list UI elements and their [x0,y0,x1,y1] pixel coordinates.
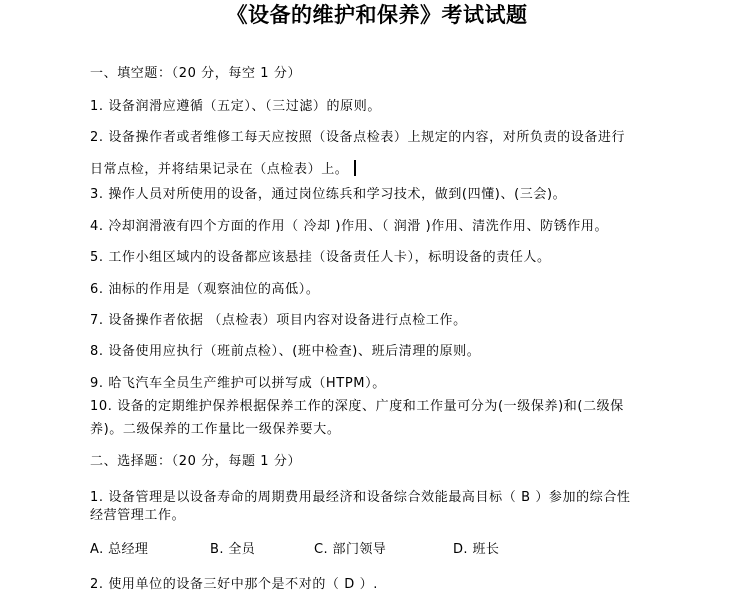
choice-option-b: B. 全员 [210,542,256,557]
choice-question-1-line-1: 1. 设备管理是以设备寿命的周期费用最经济和设备综合效能最高目标（ B ）参加的综合性 [90,490,631,505]
fill-question-10-line-1: 10. 设备的定期维护保养根据保养工作的深度、广度和工作量可分为(一级保养)和(二级保 [90,399,624,414]
choice-option-a: A. 总经理 [90,542,149,557]
fill-question-3: 3. 操作人员对所使用的设备，通过岗位练兵和学习技术，做到(四懂)、(三会)。 [90,187,567,202]
text-cursor [354,160,356,176]
fill-question-10-line-2: 养)。二级保养的工作量比一级保养要大。 [90,422,341,437]
fill-question-7: 7. 设备操作者依据 （点检表）项目内容对设备进行点检工作。 [90,313,467,328]
document-title: 《设备的维护和保养》考试试题 [226,2,528,27]
fill-question-2-line-1: 2. 设备操作者或者维修工每天应按照（设备点检表）上规定的内容，对所负责的设备进行 [90,130,626,145]
fill-question-9: 9. 哈飞汽车全员生产维护可以拼写成（HTPM）。 [90,376,386,391]
section-2-heading: 二、选择题：（20 分，每题 1 分） [90,454,302,469]
choice-question-2-line-1: 2. 使用单位的设备三好中那个是不对的（ D ）. [90,577,378,592]
fill-question-4: 4. 冷却润滑液有四个方面的作用（ 冷却 )作用、（ 润滑 )作用、清洗作用、防锈作用。 [90,219,609,234]
fill-question-8: 8. 设备使用应执行（班前点检）、(班中检查)、班后清理的原则。 [90,344,481,359]
fill-question-6: 6. 油标的作用是（观察油位的高低）。 [90,282,320,297]
fill-question-5: 5. 工作小组区域内的设备都应该悬挂（设备责任人卡），标明设备的责任人。 [90,250,551,265]
choice-option-c: C. 部门领导 [314,542,387,557]
fill-question-2-line-2 [90,160,356,179]
section-1-heading: 一、填空题：（20 分，每空 1 分） [90,66,302,81]
choice-question-1-line-2: 经营管理工作。 [90,508,186,523]
fill-question-1: 1. 设备润滑应遵循（五定）、（三过滤）的原则。 [90,99,381,114]
fill-question-2-line-2-text: 日常点检，并将结果记录在（点检表）上。 [90,162,349,177]
choice-option-d: D. 班长 [453,542,500,557]
